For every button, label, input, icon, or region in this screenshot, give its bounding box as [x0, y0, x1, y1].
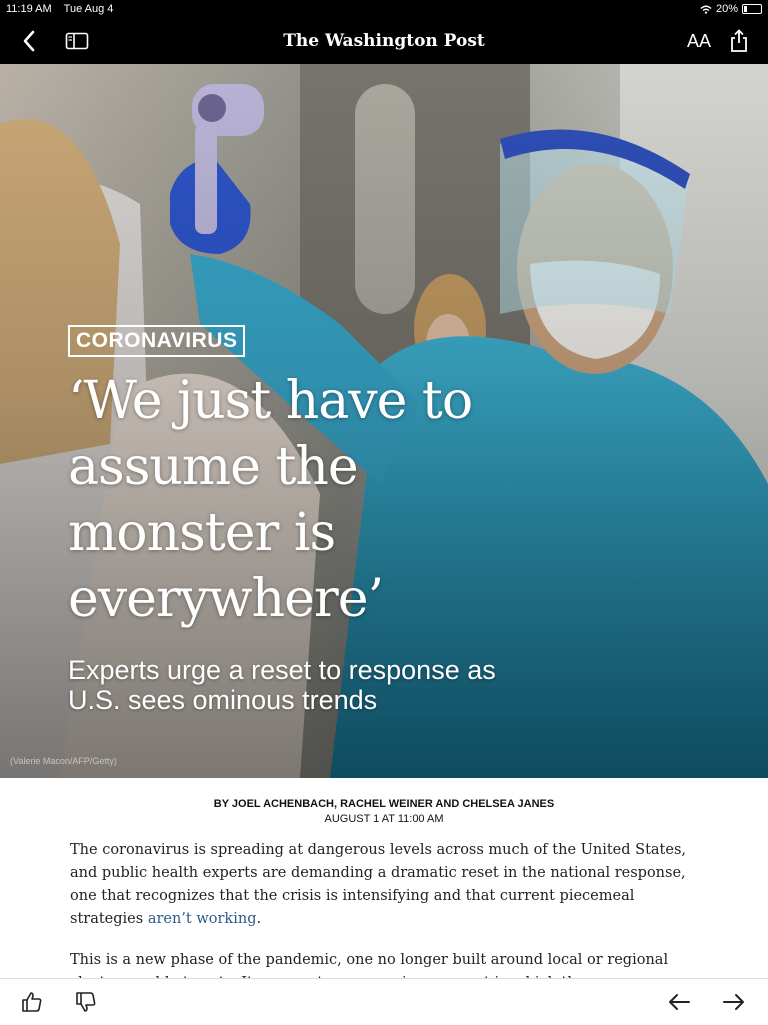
- thumbs-up-icon: [20, 990, 44, 1014]
- paragraph-end: .: [256, 911, 262, 927]
- bottom-toolbar: [0, 978, 768, 1025]
- arrow-right-icon: [722, 992, 746, 1012]
- back-button[interactable]: [14, 18, 44, 64]
- share-icon: [729, 29, 749, 53]
- byline: BY JOEL ACHENBACH, RACHEL WEINER AND CHELSEA JANES: [213, 798, 555, 810]
- paragraph-text: The coronavirus is spreading at dangerous levels across much of the United States, and public health experts are demanding a dramatic reset in the national response, one that recognizes that the crisis is intensifying and that current piecemeal strategies: [70, 842, 686, 927]
- sidebar-button[interactable]: [62, 18, 92, 64]
- wifi-icon: [700, 5, 712, 14]
- chevron-left-icon: [22, 30, 36, 52]
- previous-article-button[interactable]: [659, 979, 699, 1025]
- text-size-button[interactable]: AA: [686, 30, 711, 51]
- status-right: [700, 3, 762, 15]
- next-article-button[interactable]: [714, 979, 754, 1025]
- publication-logo: The Washington Post: [283, 31, 485, 51]
- paragraph-text: This is a new phase of the pandemic, one no longer built around local or regional: [70, 952, 669, 968]
- section-kicker[interactable]: CORONAVIRUS: [68, 325, 245, 357]
- arrow-left-icon: [667, 992, 691, 1012]
- thumbs-down-icon: [74, 990, 98, 1014]
- dateline: AUGUST 1 AT 11:00 AM: [324, 813, 444, 825]
- status-bar: [0, 0, 768, 18]
- sidebar-icon: [65, 32, 89, 50]
- battery-icon: [742, 4, 762, 14]
- article-body: [0, 778, 768, 995]
- hero-image: [0, 64, 768, 778]
- status-time: 11:19 AM: [6, 3, 52, 15]
- like-button[interactable]: [12, 979, 52, 1025]
- status-date: Tue Aug 4: [63, 3, 114, 15]
- nav-bar: [0, 18, 768, 64]
- headline: ‘We just have to assume the monster is everywhere’: [68, 371, 473, 629]
- dislike-button[interactable]: [66, 979, 106, 1025]
- article-link[interactable]: aren’t working: [147, 911, 257, 927]
- photo-credit: (Valerie Macon/AFP/Getty): [10, 756, 117, 766]
- share-button[interactable]: [724, 18, 754, 64]
- subheadline: Experts urge a reset to response as U.S. sees ominous trends: [68, 655, 496, 715]
- paragraph-1: [70, 839, 698, 931]
- battery-percent: 20%: [715, 3, 738, 15]
